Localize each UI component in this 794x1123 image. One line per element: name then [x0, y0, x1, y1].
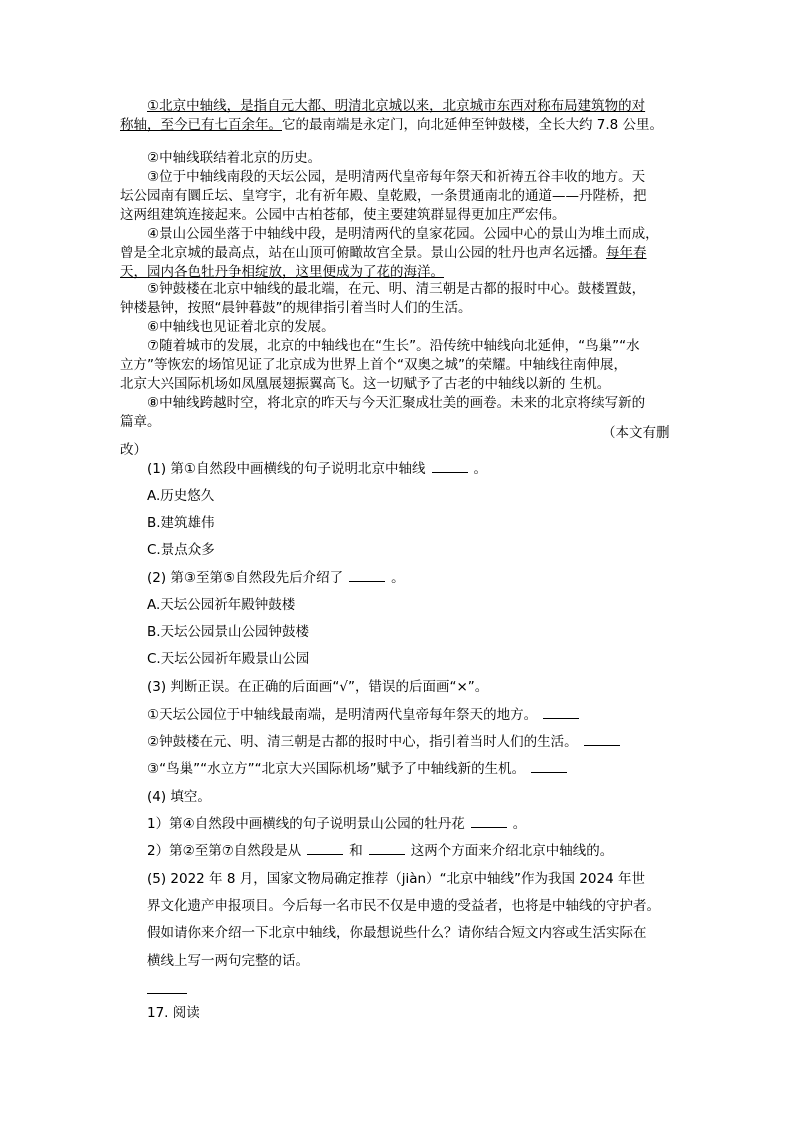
source-note: 改）	[120, 442, 147, 458]
p1-line	[147, 97, 645, 116]
p8-line: 篇章。	[120, 414, 161, 430]
answer-blank[interactable]	[369, 842, 405, 855]
p6: ⑥中轴线也见证着北京的发展。	[147, 319, 335, 335]
answer-blank[interactable]	[307, 842, 343, 855]
p1-line	[120, 116, 663, 135]
text: ③“鸟巢”“水立方”“北京大兴国际机场”赋予了中轴线新的生机。	[147, 761, 526, 777]
q4-item	[147, 841, 613, 861]
p4-line: ④景山公园坐落于中轴线中段，是明清两代的皇家花园。公园中心的景山为堆土而成，	[147, 226, 659, 242]
answer-blank[interactable]	[349, 569, 385, 582]
text: 曾是全北京城的最高点，站在山顶可俯瞰故宫全景。景山公园的牡丹也声名远播。	[120, 245, 606, 261]
p7-line: ⑦随着城市的发展，北京的中轴线也在“生长”。沿传统中轴线向北延伸，“鸟巢”“水	[147, 338, 640, 354]
p3-line: 这两组建筑连接起来。公园中古柏苍郁，使主要建筑群显得更加庄严宏伟。	[120, 207, 566, 223]
q3-stem: (3) 判断正误。在正确的后面画“√”，错误的后面画“×”。	[147, 679, 489, 695]
p5-line: ⑤钟鼓楼在北京中轴线的最北端，在元、明、清三朝是古都的报时中心。鼓楼置鼓，	[147, 281, 646, 297]
q2-stem	[147, 568, 405, 588]
p5-line: 钟楼悬钟，按照“晨钟暮鼓”的规律指引着当时人们的生活。	[120, 300, 472, 316]
q2-option: A.天坛公园祈年殿钟鼓楼	[147, 597, 296, 613]
q1-option: C.景点众多	[147, 542, 215, 558]
q2-option: C.天坛公园祈年殿景山公园	[147, 651, 310, 667]
text: 。	[391, 570, 405, 586]
source-note: （本文有删	[602, 425, 670, 441]
q2-option: B.天坛公园景山公园钟鼓楼	[147, 624, 310, 640]
text: 。	[512, 816, 527, 832]
p7-line: 北京大兴国际机场如凤凰展翅振翼高飞。这一切赋予了古老的中轴线以新的 生机。	[120, 376, 611, 392]
p3-line: ③位于中轴线南段的天坛公园，是明清两代皇帝每年祭天和祈祷五谷丰收的地方。天	[147, 169, 646, 185]
p4-line	[120, 244, 647, 263]
text: 2）第②至第⑦自然段是从	[147, 843, 302, 859]
answer-blank[interactable]	[432, 460, 468, 473]
text: 这两个方面来介绍北京中轴线的。	[410, 843, 614, 859]
underlined-sentence: 每年春	[606, 245, 647, 261]
text: 1）第④自然段中画横线的句子说明景山公园的牡丹花	[147, 816, 465, 832]
answer-line[interactable]	[147, 993, 187, 994]
text: ①天坛公园位于中轴线最南端，是明清两代皇帝每年祭天的地方。	[147, 707, 538, 723]
answer-blank[interactable]	[584, 733, 620, 746]
q3-item	[147, 732, 626, 752]
next-question: 17. 阅读	[147, 1005, 200, 1021]
underlined-sentence: ①北京中轴线，是指自元大都、明清北京城以来，北京城市东西对称布局建筑物的对	[147, 98, 646, 114]
text: (1) 第①自然段中画横线的句子说明北京中轴线	[147, 461, 426, 477]
q4-item	[147, 814, 526, 834]
q3-item	[147, 705, 585, 725]
text: 和	[349, 843, 363, 859]
q5-line: (5) 2022 年 8 月，国家文物局确定推荐（jiàn）“北京中轴线”作为我国 2024 年世	[147, 871, 645, 887]
p8-line: ⑧中轴线跨越时空，将北京的昨天与今天汇聚成壮美的画卷。未来的北京将续写新的	[147, 395, 646, 411]
underlined-sentence: 天，园内各色牡丹争相绽放，这里便成为了花的海洋。	[120, 264, 444, 280]
q1-option: B.建筑雄伟	[147, 515, 215, 531]
p2: ②中轴线联结着北京的历史。	[147, 150, 322, 166]
q5-line: 界文化遗产申报项目。今后每一名市民不仅是申遗的受益者，也将是中轴线的守护者。	[147, 898, 660, 914]
p7-line: 立方”等恢宏的场馆见证了北京成为世界上首个“双奥之城”的荣耀。中轴线往南伸展，	[120, 357, 627, 373]
underlined-sentence: 称轴，至今已有七百余年。	[120, 117, 282, 133]
q1-option: A.历史悠久	[147, 488, 215, 504]
p3-line: 坛公园南有圜丘坛、皇穹宇，北有祈年殿、皇乾殿，一条贯通南北的通道——丹陛桥，把	[120, 188, 647, 204]
q3-item	[147, 759, 573, 779]
answer-blank[interactable]	[531, 760, 567, 773]
text: 它的最南端是永定门，向北延伸至钟鼓楼，全长大约 7.8 公里。	[282, 117, 664, 133]
q5-line: 假如请你来介绍一下北京中轴线，你最想说些什么？请你结合短文内容或生活实际在	[147, 925, 647, 941]
q4-stem: (4) 填空。	[147, 789, 211, 805]
q5-line: 横线上写一两句完整的话。	[147, 953, 309, 969]
text: ②钟鼓楼在元、明、清三朝是古都的报时中心，指引着当时人们的生活。	[147, 734, 578, 750]
answer-blank[interactable]	[471, 815, 507, 828]
answer-blank[interactable]	[543, 706, 579, 719]
text: (2) 第③至第⑤自然段先后介绍了	[147, 570, 344, 586]
q1-stem	[147, 459, 487, 479]
text: 。	[473, 461, 488, 477]
